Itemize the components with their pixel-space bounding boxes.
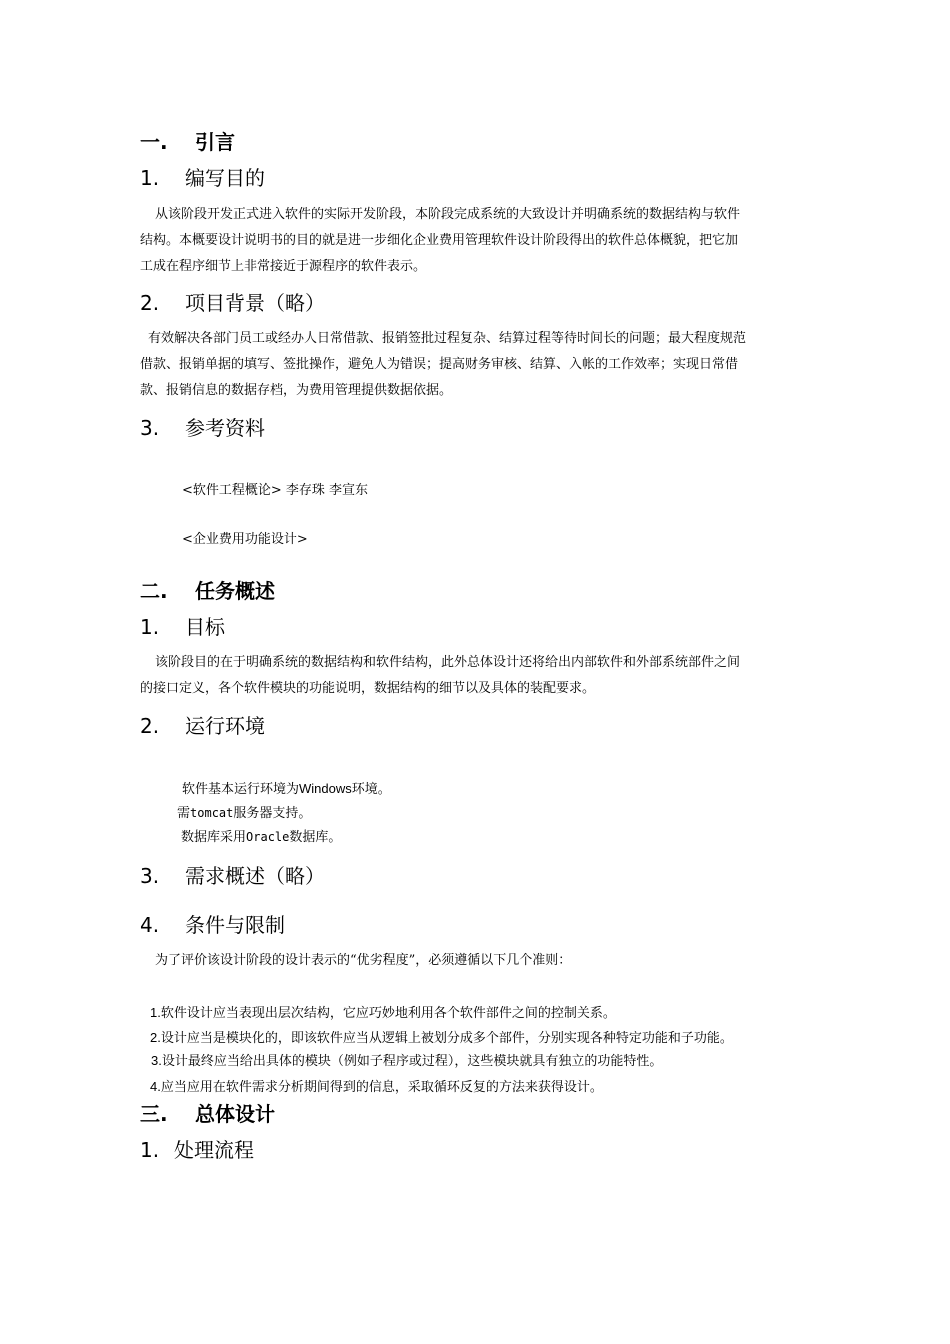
environment-text: 数据库。 xyxy=(289,830,342,845)
criteria-text: 软件设计应当表现出层次结构，它应巧妙地利用各个软件部件之间的控制关系。 xyxy=(160,1006,616,1021)
section-heading-intro xyxy=(140,126,235,155)
paragraph-line: 有效解决各部门员工或经办人日常借款、报销签批过程复杂、结算过程等待时间长的问题；最大程度规范 xyxy=(148,331,747,346)
subheading-title: 编写目的 xyxy=(185,166,265,190)
subheading-title: 参考资料 xyxy=(185,416,265,440)
subheading-title: 运行环境 xyxy=(185,714,265,738)
section-heading-design xyxy=(140,1098,275,1127)
subheading-number: 1. xyxy=(140,166,160,190)
section-number: 三. xyxy=(140,1102,168,1126)
criteria-number: 2. xyxy=(150,1030,161,1045)
environment-text: 环境。 xyxy=(351,782,391,797)
criteria-text: 设计应当是模块化的，即该软件应当从逻辑上被划分成多个部件，分别实现各种特定功能和子功能。 xyxy=(160,1031,733,1046)
environment-text: 软件基本运行环境为 xyxy=(182,782,300,797)
criteria-number: 3. xyxy=(151,1053,162,1068)
reference-item: <企业费用功能设计> xyxy=(182,532,308,547)
subheading-number: 3. xyxy=(140,864,160,888)
subheading-number: 3. xyxy=(140,416,160,440)
subheading-background xyxy=(140,287,325,316)
environment-server xyxy=(177,802,311,821)
constraints-intro: 为了评价该设计阶段的设计表示的“优劣程度”，必须遵循以下几个准则： xyxy=(155,953,572,968)
criteria-item xyxy=(150,1002,616,1021)
subheading-goal xyxy=(140,611,225,640)
section-number: 二. xyxy=(140,579,168,603)
paragraph-line: 的接口定义，各个软件模块的功能说明，数据结构的细节以及具体的装配要求。 xyxy=(140,681,596,696)
subheading-title: 条件与限制 xyxy=(185,913,285,937)
paragraph-line: 该阶段目的在于明确系统的数据结构和软件结构，此外总体设计还将给出内部软件和外部系统部件之间 xyxy=(155,655,741,670)
subheading-purpose xyxy=(140,162,265,191)
paragraph-line: 工成在程序细节上非常接近于源程序的软件表示。 xyxy=(140,259,427,274)
subheading-number: 1. xyxy=(140,1138,160,1162)
subheading-references xyxy=(140,412,265,441)
subheading-constraints xyxy=(140,909,285,938)
criteria-item xyxy=(150,1027,733,1046)
criteria-text: 设计最终应当给出具体的模块（例如子程序或过程），这些模块就具有独立的功能特性。 xyxy=(161,1054,663,1069)
section-title: 引言 xyxy=(195,130,235,154)
environment-os xyxy=(182,778,391,797)
subheading-title: 项目背景（略） xyxy=(185,291,325,315)
subheading-process xyxy=(140,1134,254,1163)
criteria-text: 应当应用在软件需求分析期间得到的信息，采取循环反复的方法来获得设计。 xyxy=(160,1080,603,1095)
section-heading-overview xyxy=(140,575,275,604)
subheading-requirements xyxy=(140,860,325,889)
subheading-number: 1. xyxy=(140,615,160,639)
environment-database xyxy=(181,826,341,845)
subheading-number: 4. xyxy=(140,913,160,937)
server-name: tomcat xyxy=(190,806,234,820)
reference-item: <软件工程概论> 李存珠 李宣东 xyxy=(182,483,369,498)
environment-text: 需 xyxy=(177,806,191,821)
paragraph-line: 从该阶段开发正式进入软件的实际开发阶段，本阶段完成系统的大致设计并明确系统的数据结构与软件 xyxy=(155,207,741,222)
subheading-number: 2. xyxy=(140,714,160,738)
paragraph-line: 结构。本概要设计说明书的目的就是进一步细化企业费用管理软件设计阶段得出的软件总体概貌，把它加 xyxy=(140,233,739,248)
section-title: 任务概述 xyxy=(195,579,275,603)
criteria-number: 1. xyxy=(150,1005,161,1020)
database-name: Oracle xyxy=(246,830,290,844)
paragraph-line: 借款、报销单据的填写、签批操作，避免人为错误；提高财务审核、结算、入帐的工作效率；实现日常借 xyxy=(140,357,739,372)
environment-text: 数据库采用 xyxy=(181,830,247,845)
paragraph-line: 款、报销信息的数据存档，为费用管理提供数据依据。 xyxy=(140,383,453,398)
subheading-title: 目标 xyxy=(185,615,225,639)
section-title: 总体设计 xyxy=(195,1102,275,1126)
subheading-title: 需求概述（略） xyxy=(185,864,325,888)
subheading-environment xyxy=(140,710,265,739)
os-name: Windows xyxy=(299,781,352,796)
section-number: 一. xyxy=(140,130,168,154)
environment-text: 服务器支持。 xyxy=(233,806,312,821)
subheading-number: 2. xyxy=(140,291,160,315)
criteria-item xyxy=(150,1076,603,1095)
subheading-title: 处理流程 xyxy=(174,1138,254,1162)
criteria-number: 4. xyxy=(150,1079,161,1094)
criteria-item xyxy=(151,1050,662,1069)
